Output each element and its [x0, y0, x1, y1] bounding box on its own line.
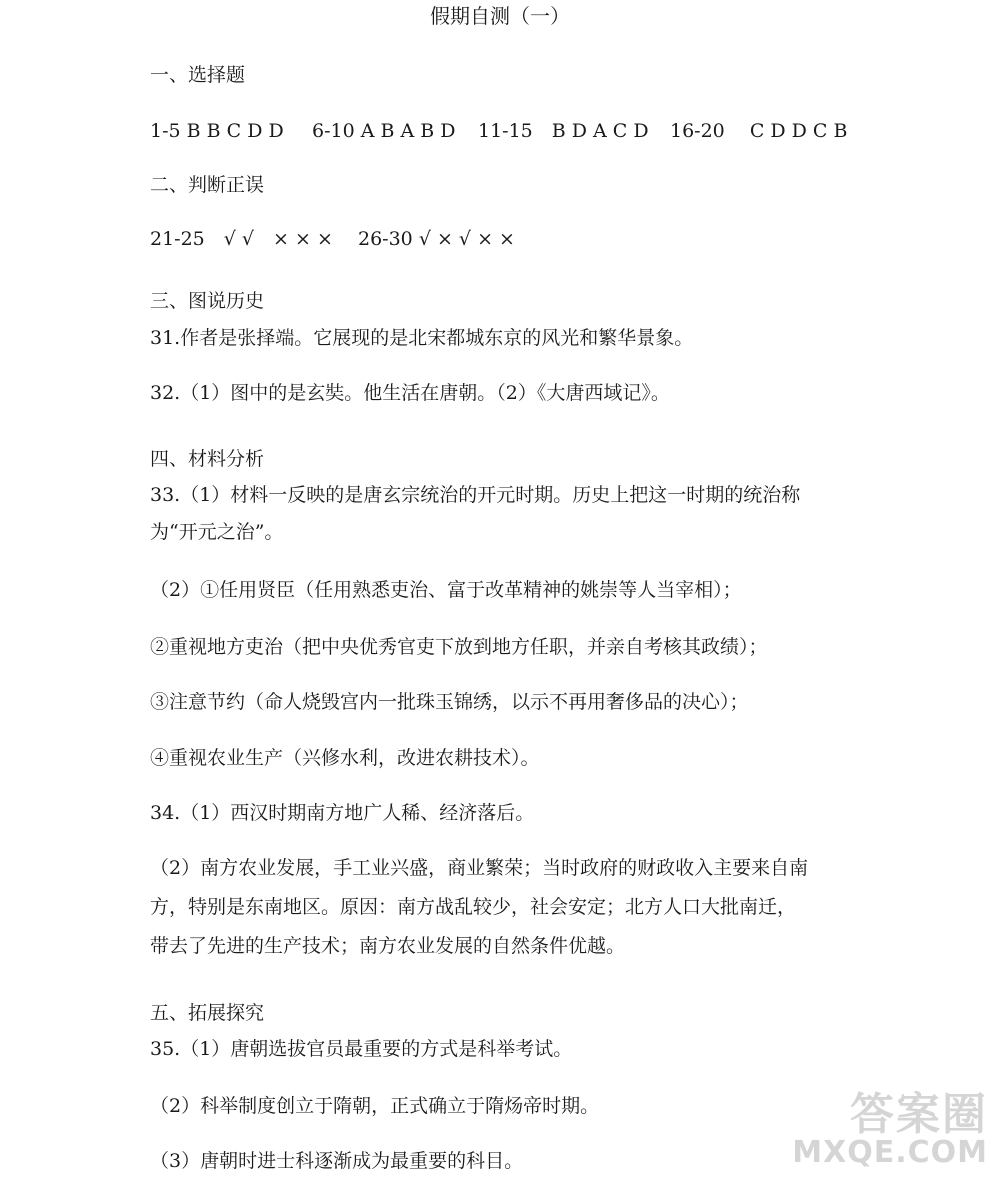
answer-34-line-3: 方，特别是东南地区。原因：南方战乱较少，社会安定；北方人口大批南迁，	[150, 896, 797, 918]
answer-34-line-4: 带去了先进的生产技术；南方农业发展的自然条件优越。	[150, 935, 626, 957]
section-heading-extension: 五、拓展探究	[150, 1002, 265, 1024]
choice-answers-row	[150, 122, 870, 144]
answer-35-line-2: （2）科举制度创立于隋朝，正式确立于隋炀帝时期。	[150, 1095, 600, 1117]
choice-group-16-20: 16-20 C D D C B	[670, 120, 848, 142]
answer-33-line-4: ②重视地方吏治（把中央优秀官吏下放到地方任职，并亲自考核其政绩）；	[150, 636, 768, 658]
watermark-domain-text: MXQE.COM	[792, 1135, 988, 1170]
answer-33-line-3: （2）①任用贤臣（任用熟悉吏治、富于改革精神的姚崇等人当宰相）；	[150, 579, 742, 601]
choice-group-6-10: 6-10 A B A B D	[312, 120, 456, 142]
judge-answers-row	[150, 230, 650, 252]
answer-35-line-1: 35.（1）唐朝选拔官员最重要的方式是科举考试。	[150, 1038, 573, 1060]
answer-33-line-2: 为“开元之治”。	[150, 521, 284, 543]
answer-33-line-5: ③注意节约（命人烧毁宫内一批珠玉锦绣，以示不再用奢侈品的决心）；	[150, 691, 749, 713]
section-heading-pictures: 三、图说历史	[150, 290, 265, 312]
judge-group-21-25: 21-25 √ √ × × ×	[150, 228, 333, 250]
answer-33-line-1: 33.（1）材料一反映的是唐玄宗统治的开元时期。历史上把这一时期的统治称	[150, 484, 801, 506]
section-heading-materials: 四、材料分析	[150, 448, 265, 470]
page-title: 假期自测（一）	[430, 4, 570, 28]
answer-35-line-3: （3）唐朝时进士科逐渐成为最重要的科目。	[150, 1150, 524, 1172]
watermark-logo-text: 答案圈	[850, 1089, 988, 1140]
answer-34-line-2: （2）南方农业发展，手工业兴盛，商业繁荣；当时政府的财政收入主要来自南	[150, 857, 809, 879]
choice-group-1-5: 1-5 B B C D D	[150, 120, 284, 142]
section-heading-choice: 一、选择题	[150, 64, 246, 86]
answer-33-line-6: ④重视农业生产（兴修水利，改进农耕技术）。	[150, 747, 540, 769]
answer-32: 32.（1）图中的是玄奘。他生活在唐朝。（2）《大唐西域记》。	[150, 382, 670, 404]
answer-31: 31.作者是张择端。它展现的是北宋都城东京的风光和繁华景象。	[150, 327, 694, 349]
section-heading-judge: 二、判断正误	[150, 174, 265, 196]
judge-group-26-30: 26-30 √ × √ × ×	[358, 228, 515, 250]
choice-group-11-15: 11-15 B D A C D	[478, 120, 649, 142]
answer-34-line-1: 34.（1）西汉时期南方地广人稀、经济落后。	[150, 802, 535, 824]
site-watermark	[778, 1078, 988, 1170]
